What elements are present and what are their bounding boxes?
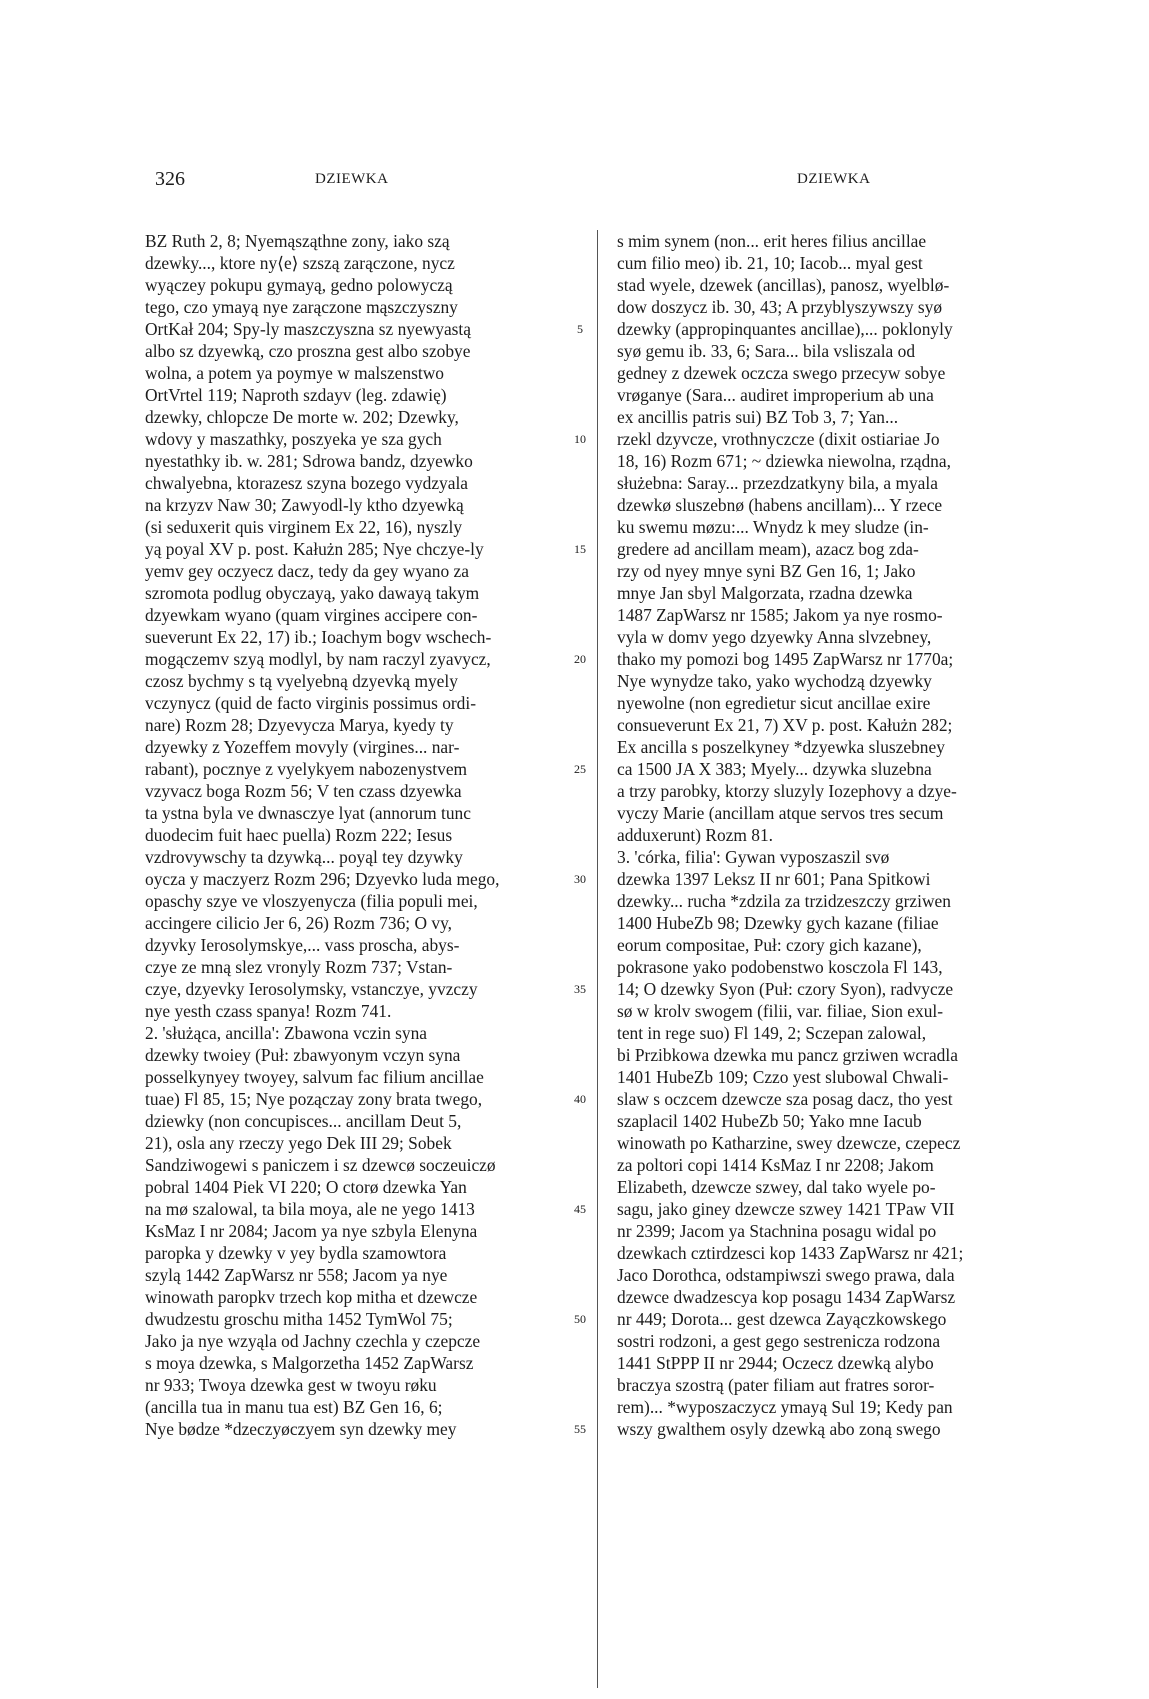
text-line: KsMaz I nr 2084; Jacom ya nye szbyla Elenyna [145, 1221, 478, 1241]
text-line: czosz bychmy s tą vyelyebną dzyevką myely [145, 671, 458, 691]
text-line: mnye Jan sbyl Malgorzata, rzadna dzewka [617, 583, 913, 603]
text-line: Nye bødze *dzeczyøczyem syn dzewky mey [145, 1419, 457, 1439]
text-line: vrøganye (Sara... audiret improperium ab una [617, 385, 934, 405]
text-line: braczya szostrą (pater filiam aut fratres soror- [617, 1375, 935, 1395]
text-line: sostri rodzoni, a gest gego sestrenicza rodzona [617, 1331, 941, 1351]
text-line: nr 2399; Jacom ya Stachnina posagu widal po [617, 1221, 937, 1241]
text-line: sueverunt Ex 22, 17) ib.; Ioachym bogv wschech- [145, 627, 492, 647]
line-number: 25 [574, 762, 586, 776]
text-line: opaschy szye ve vloszyenycza (filia populi mei, [145, 891, 478, 911]
text-line: ta ystna byla ve dwnasczye lyat (annorum tunc [145, 803, 471, 823]
text-line: dow doszycz ib. 30, 43; A przyblyszywszy syø [617, 297, 943, 317]
text-line: na mø szalowal, ta bila moya, ale ne yego 1413 [145, 1199, 475, 1219]
text-line: yą poyal XV p. post. Kałużn 285; Nye chczye-ly [145, 539, 484, 559]
text-line: dzyvky Ierosolymskye,... vass proscha, abys- [145, 935, 460, 955]
text-line: 21), osla any rzeczy yego Dek III 29; Sobek [145, 1133, 452, 1153]
text-line: gredere ad ancillam meam), azacz bog zda- [617, 539, 919, 559]
line-number: 35 [574, 982, 586, 996]
text-line: consueverunt Ex 21, 7) XV p. post. Kałużn 282; [617, 715, 953, 735]
text-line: dziewky (non concupisces... ancillam Deut 5, [145, 1111, 462, 1131]
text-line: gedney z dzewek oczcza swego przecyw sobye [617, 363, 946, 383]
text-line: dzewky, chlopcze De morte w. 202; Dzewky, [145, 407, 459, 427]
line-number: 45 [574, 1202, 586, 1216]
text-line: ca 1500 JA X 383; Myely... dzywka sluzebna [617, 759, 932, 779]
text-line: ku swemu møzu:... Wnydz k mey sludze (in- [617, 517, 929, 537]
text-line: rzekl dzyvcze, vrothnyczcze (dixit ostiariae Jo [617, 429, 940, 449]
right-text-column [617, 230, 1055, 1440]
text-line: stad wyele, dzewek (ancillas), panosz, wyelblø- [617, 275, 950, 295]
text-line: dzyewky z Yozeffem movyly (virgines... nar- [145, 737, 460, 757]
text-line: nr 933; Twoya dzewka gest w twoyu røku [145, 1375, 437, 1395]
text-line: thako my pomozi bog 1495 ZapWarsz nr 1770a; [617, 649, 954, 669]
text-line: 2. 'służąca, ancilla': Zbawona vczin syna [145, 1023, 427, 1043]
text-line: cum filio meo) ib. 21, 10; Iacob... myal gest [617, 253, 923, 273]
text-line: paropka y dzewky v yey bydla szamowtora [145, 1243, 447, 1263]
text-line: rem)... *wyposzaczycz ymayą Sul 19; Kedy pan [617, 1397, 953, 1417]
text-line: sø w krolv swogem (filii, var. filiae, Sion exul- [617, 1001, 944, 1021]
line-number: 55 [574, 1422, 586, 1436]
running-head-left: DZIEWKA [315, 171, 389, 187]
left-text-column [145, 230, 583, 1440]
text-line: winowath paropkv trzech kop mitha et dzewcze [145, 1287, 478, 1307]
text-line: s moya dzewka, s Malgorzetha 1452 ZapWarsz [145, 1353, 474, 1373]
text-line: oycza y maczyerz Rozm 296; Dzyevko luda mego, [145, 869, 500, 889]
text-line: Sandziwogewi s paniczem i sz dzewcø soczeuiczø [145, 1155, 496, 1175]
text-line: tuae) Fl 85, 15; Nye pozączay zony brata twego, [145, 1089, 483, 1109]
text-line: tent in rege suo) Fl 149, 2; Sczepan zalowal, [617, 1023, 927, 1043]
text-line: za poltori copi 1414 KsMaz I nr 2208; Jakom [617, 1155, 934, 1175]
text-line: Elizabeth, dzewcze szwey, dal tako wyele po- [617, 1177, 936, 1197]
text-line: (ancilla tua in manu tua est) BZ Gen 16, 6; [145, 1397, 443, 1417]
text-line: yemv gey oczyecz dacz, tedy da gey wyano za [145, 561, 469, 581]
text-line: syø gemu ib. 33, 6; Sara... bila vsliszala od [617, 341, 916, 361]
text-line: szylą 1442 ZapWarsz nr 558; Jacom ya nye [145, 1265, 448, 1285]
text-line: dzyewkam wyano (quam virgines accipere con- [145, 605, 478, 625]
text-line: vzdrovywschy ta dzywką... poyąl tey dzywky [145, 847, 463, 867]
text-line: dzewky..., ktore ny⟨e⟩ szszą zarączone, nycz [145, 253, 455, 273]
text-line: ex ancillis patris sui) BZ Tob 3, 7; Yan... [617, 407, 899, 427]
text-line: 14; O dzewky Syon (Puł: czory Syon), radvycze [617, 979, 954, 999]
running-header [0, 168, 1149, 198]
text-line: BZ Ruth 2, 8; Nyemąsząthne zony, iako szą [145, 231, 450, 251]
text-line: vzyvacz boga Rozm 56; V ten czass dzyewka [145, 781, 462, 801]
line-number: 5 [577, 322, 583, 336]
text-line: duodecim fuit haec puella) Rozm 222; Iesus [145, 825, 453, 845]
text-line: pobral 1404 Piek VI 220; O ctorø dzewka Yan [145, 1177, 467, 1197]
text-line: wszy gwalthem osyly dzewką abo zoną swego [617, 1419, 941, 1439]
text-line: winowath po Katharzine, swey dzewcze, czepecz [617, 1133, 961, 1153]
line-number: 20 [574, 652, 586, 666]
text-line: OrtVrtel 119; Naproth szdayv (leg. zdawię) [145, 385, 447, 405]
text-line: nare) Rozm 28; Dzyevycza Marya, kyedy ty [145, 715, 454, 735]
line-number: 50 [574, 1312, 586, 1326]
text-line: rzy od nyey mnye syni BZ Gen 16, 1; Jako [617, 561, 916, 581]
text-line: tego, czo ymayą nye zarączone mąszczyszny [145, 297, 458, 317]
column-divider [597, 230, 598, 1688]
text-line: na krzyzv Naw 30; Zawyodl-ly ktho dzyewką [145, 495, 464, 515]
text-line: posselkynyey twoyey, salvum fac filium ancillae [145, 1067, 484, 1087]
text-line: adduxerunt) Rozm 81. [617, 825, 773, 845]
text-line: dzewky twoiey (Puł: zbawyonym vczyn syna [145, 1045, 461, 1065]
text-line: albo sz dzyewką, czo proszna gest albo szobye [145, 341, 471, 361]
line-number: 40 [574, 1092, 586, 1106]
line-number: 30 [574, 872, 586, 886]
text-line: Ex ancilla s poszelkyney *dzyewka sluszebney [617, 737, 945, 757]
text-line: czye ze mną slez vronyly Rozm 737; Vstan- [145, 957, 453, 977]
text-line: 1401 HubeZb 109; Czzo yest slubowal Chwali- [617, 1067, 949, 1087]
line-number-gutter [570, 230, 604, 1690]
text-line: sagu, jako giney dzewcze szwey 1421 TPaw VII [617, 1199, 955, 1219]
text-line: dzewky (appropinquantes ancillae),... poklonyly [617, 319, 953, 339]
text-line: nyestathky ib. w. 281; Sdrowa bandz, dzyewko [145, 451, 473, 471]
text-line: szromota podlug obyczayą, yako dawayą takym [145, 583, 480, 603]
text-line: wyączey pokupu gymayą, gedno polowyczą [145, 275, 453, 295]
text-line: eorum compositae, Puł: czory gich kazane), [617, 935, 922, 955]
text-line: dzewkø sluszebnø (habens ancillam)... Y rzece [617, 495, 943, 515]
text-line: dzewkach cztirdzesci kop 1433 ZapWarsz nr 421; [617, 1243, 964, 1263]
text-line: (si seduxerit quis virginem Ex 22, 16), nyszly [145, 517, 463, 537]
text-line: bi Przibkowa dzewka mu pancz grziwen wcradla [617, 1045, 958, 1065]
text-line: 1441 StPPP II nr 2944; Oczecz dzewką alybo [617, 1353, 934, 1373]
text-line: wolna, a potem ya poymye w malszenstwo [145, 363, 444, 383]
text-line: wdovy y maszathky, poszyeka ye sza gych [145, 429, 442, 449]
running-head-right: DZIEWKA [797, 171, 871, 187]
text-line: nyewolne (non egredietur sicut ancillae exire [617, 693, 931, 713]
text-line: mogączemv szyą modlyl, by nam raczyl zyavycz, [145, 649, 491, 669]
text-line: Jako ja nye wzyąla od Jachny czechla y czepcze [145, 1331, 481, 1351]
text-line: Jaco Dorothca, odstampiwszi swego prawa, dala [617, 1265, 955, 1285]
text-line: a trzy parobky, ktorzy sluzyly Iozephovy a dzye- [617, 781, 957, 801]
text-line: nr 449; Dorota... gest dzewca Zayączkowskego [617, 1309, 947, 1329]
text-line: pokrasone yako podobenstwo kosczola Fl 143, [617, 957, 943, 977]
text-line: 3. 'córka, filia': Gywan vyposzaszil svø [617, 847, 890, 867]
text-line: dzewce dwadzescya kop posagu 1434 ZapWarsz [617, 1287, 956, 1307]
text-line: vczynycz (quid de facto virginis possimus ordi- [145, 693, 476, 713]
line-number: 10 [574, 432, 586, 446]
text-line: 18, 16) Rozm 671; ~ dziewka niewolna, rządna, [617, 451, 951, 471]
text-line: rabant), pocznye z vyelykyem nabozenystvem [145, 759, 468, 779]
page-number: 326 [155, 168, 185, 190]
text-line: vyla w domv yego dzyewky Anna slvzebney, [617, 627, 932, 647]
text-line: dwudzestu groschu mitha 1452 TymWol 75; [145, 1309, 453, 1329]
text-line: czye, dzyevky Ierosolymsky, vstanczye, yvzczy [145, 979, 478, 999]
text-line: Nye wynydze tako, yako wychodzą dzyewky [617, 671, 932, 691]
text-line: chwalyebna, ktorazesz szyna bozego vydzyala [145, 473, 469, 493]
text-line: dzewka 1397 Leksz II nr 601; Pana Spitkowi [617, 869, 931, 889]
text-line: vyczy Marie (ancillam atque servos tres secum [617, 803, 944, 823]
line-number: 15 [574, 542, 586, 556]
text-line: 1400 HubeZb 98; Dzewky gych kazane (filiae [617, 913, 939, 933]
text-line: nye yesth czass spanya! Rozm 741. [145, 1001, 392, 1021]
text-line: slaw s oczcem dzewcze sza posag dacz, tho yest [617, 1089, 953, 1109]
text-line: s mim synem (non... erit heres filius ancillae [617, 231, 927, 251]
text-line: służebna: Saray... przezdzatkyny bila, a myala [617, 473, 938, 493]
text-line: 1487 ZapWarsz nr 1585; Jakom ya nye rosmo- [617, 605, 943, 625]
text-line: OrtKał 204; Spy-ly maszczyszna sz nyewyastą [145, 319, 471, 339]
text-line: szaplacil 1402 HubeZb 50; Yako mne Iacub [617, 1111, 922, 1131]
text-line: accingere cilicio Jer 6, 26) Rozm 736; O vy, [145, 913, 452, 933]
text-line: dzewky... rucha *zdzila za trzidzeszczy grziwen [617, 891, 951, 911]
